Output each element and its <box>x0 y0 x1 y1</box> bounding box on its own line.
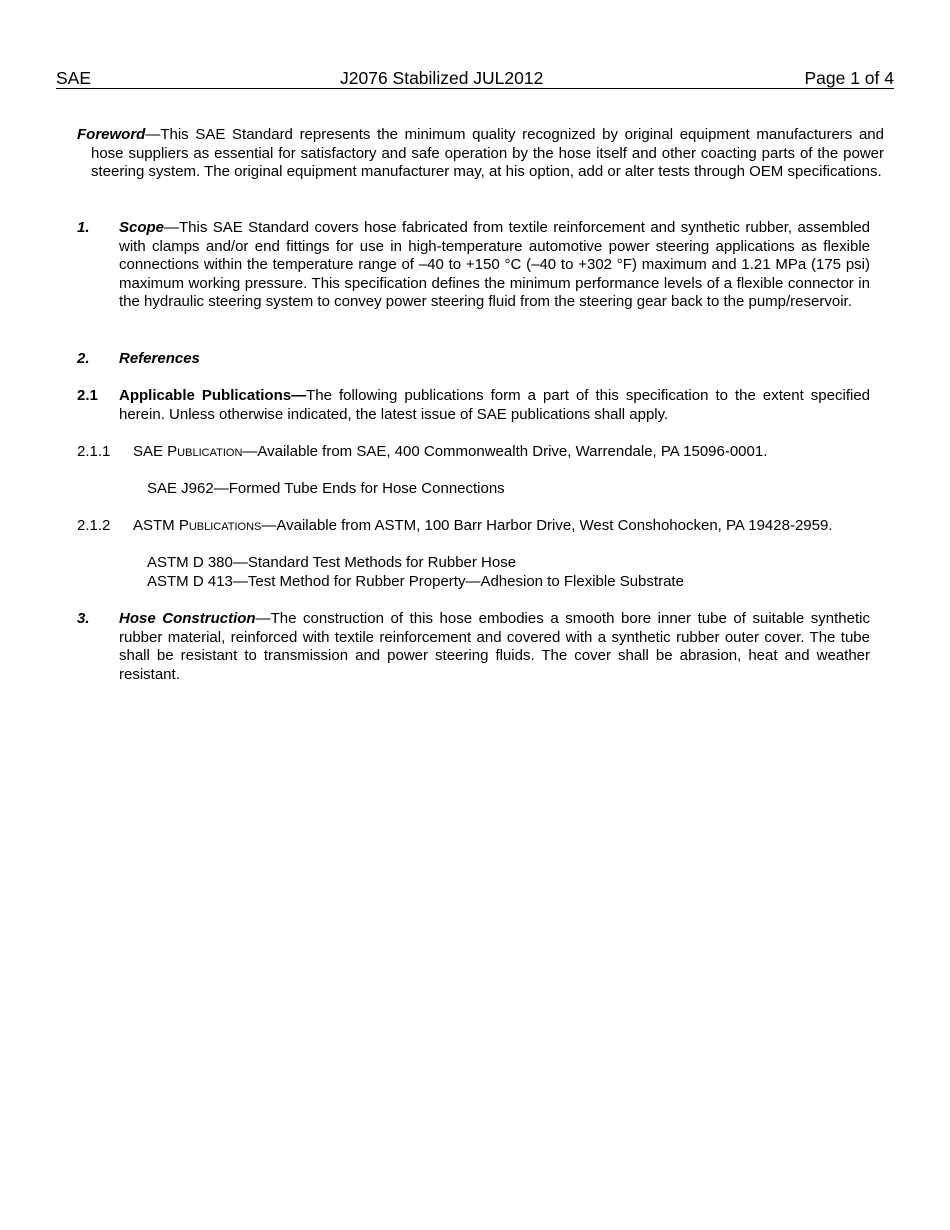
reference-item: ASTM D 413—Test Method for Rubber Property—Adhesion to Flexible Substrate <box>147 573 684 590</box>
section-text: —The construction of this hose embodies a smooth bore inner tube of suitable synthetic rubber material, reinforced with textile reinforcement and covered with a synthetic rubber outer cover. The tube shall be resistant to transmission and power steering fluids. The cover shall be abrasion, heat and weather resistant. <box>119 610 870 683</box>
section-title: Applicable Publications— <box>119 387 307 404</box>
section-title: SAE Publication <box>133 443 243 460</box>
section-title: References <box>119 350 200 367</box>
section-text: —Available from SAE, 400 Commonwealth Drive, Warrendale, PA 15096-0001. <box>242 443 768 460</box>
section-title: Scope <box>119 219 165 236</box>
section-sae-publication <box>77 443 768 462</box>
section-title: ASTM Publications <box>133 517 262 534</box>
section-references <box>77 350 870 369</box>
section-text: —Available from ASTM, 100 Barr Harbor Drive, West Conshohocken, PA 19428-2959. <box>261 517 833 534</box>
section-number: 3. <box>77 610 90 627</box>
reference-item: ASTM D 380—Standard Test Methods for Rubber Hose <box>147 554 517 571</box>
reference-item: SAE J962—Formed Tube Ends for Hose Connections <box>147 480 505 497</box>
header-organization: SAE <box>56 68 92 88</box>
section-number: 2.1.2 <box>77 517 111 534</box>
section-hose-construction <box>77 610 870 684</box>
section-scope <box>77 219 870 312</box>
section-number: 2.1.1 <box>77 443 111 460</box>
header-document-id: J2076 Stabilized JUL2012 <box>340 68 544 88</box>
section-number: 2.1 <box>77 387 98 404</box>
section-astm-publications <box>77 517 833 536</box>
foreword-paragraph <box>77 126 884 182</box>
section-text: —This SAE Standard covers hose fabricated from textile reinforcement and synthetic rubber, assembled with clamps and/or end fittings for use in high-temperature automotive power steering applications as flexible connections within the temperature range of –40 to +150 °C (–40 to +302 °F) maximum and 1.21 MPa (175 psi) maximum working pressure. This specification defines the minimum performance levels of a flexible connector in the hydraulic steering system to convey power steering fluid from the steering gear back to the pump/reservoir. <box>119 219 870 311</box>
section-number: 2. <box>77 350 90 367</box>
header-page-number: Page 1 of 4 <box>804 68 894 88</box>
section-number: 1. <box>77 219 90 236</box>
foreword-text: —This SAE Standard represents the minimum quality recognized by original equipment manufacturers and hose suppliers as essential for satisfactory and safe operation by the hose itself and other coacting parts of the power steering system. The original equipment manufacturer may, at his option, add or alter tests through OEM specifications. <box>91 126 884 181</box>
foreword-title: Foreword <box>77 126 146 143</box>
section-applicable-publications <box>77 387 870 424</box>
page-header <box>56 66 894 89</box>
section-title: Hose Construction <box>119 610 256 627</box>
section-text: The following publications form a part of this specification to the extent specified herein. Unless otherwise indicated, the latest issue of SAE publications shall apply. <box>119 387 871 423</box>
